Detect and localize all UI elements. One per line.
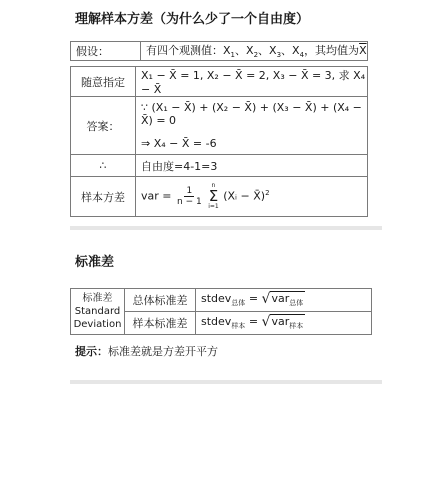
- section-title-variance: 理解样本方差（为什么少了一个自由度）: [75, 12, 310, 27]
- sample-stdev-label: 样本标准差: [125, 312, 196, 335]
- stdev-left-label: 标准差 Standard Deviation: [71, 289, 125, 335]
- population-stdev-formula: stdev$_{总体}$ = √var$_{总体}$: [196, 289, 372, 312]
- assume-content: 有四个观测值：$X_1$、$X_2$、$X_3$、$X_4$，其均值为$\overline{X}$: [141, 42, 368, 61]
- specify-label: 随意指定: [71, 67, 136, 97]
- specify-formula: X₁ − X̄ = 1, X₂ − X̄ = 2, X₃ − X̄ = 3, 求 X₄ − X̄: [136, 67, 368, 97]
- variance-formula: var = $\frac{1}{n - 1}$ n Σ i=1 (Xᵢ − X̄)$^2$: [136, 177, 368, 217]
- therefore-label: ∴: [71, 155, 136, 177]
- sigma-symbol: n Σ i=1: [208, 182, 219, 210]
- stdev-table: [70, 288, 372, 335]
- variance-label: 样本方差: [71, 177, 136, 217]
- population-stdev-label: 总体标准差: [125, 289, 196, 312]
- variance-table-main: [70, 66, 368, 217]
- hint-text: 提示：标准差就是方差开平方: [75, 345, 218, 358]
- answer-content: [136, 97, 368, 155]
- answer-line-1: ∵ (X₁ − X̄) + (X₂ − X̄) + (X₃ − X̄) + (X₄ − X̄) = 0: [141, 101, 362, 127]
- sample-stdev-formula: stdev$_{样本}$ = √var$_{样本}$: [196, 312, 372, 335]
- section-divider-2: [70, 380, 382, 384]
- section-title-stdev: 标准差: [75, 255, 115, 270]
- answer-label: 答案：: [71, 97, 136, 155]
- answer-line-2: ⇒ X₄ − X̄ = -6: [141, 137, 217, 150]
- therefore-text: 自由度=4-1=3: [136, 155, 368, 177]
- assume-label: 假设：: [71, 42, 141, 61]
- variance-table: [70, 41, 368, 61]
- section-divider-1: [70, 226, 382, 230]
- variance-fraction: $\frac{1}{n - 1}$: [177, 186, 202, 207]
